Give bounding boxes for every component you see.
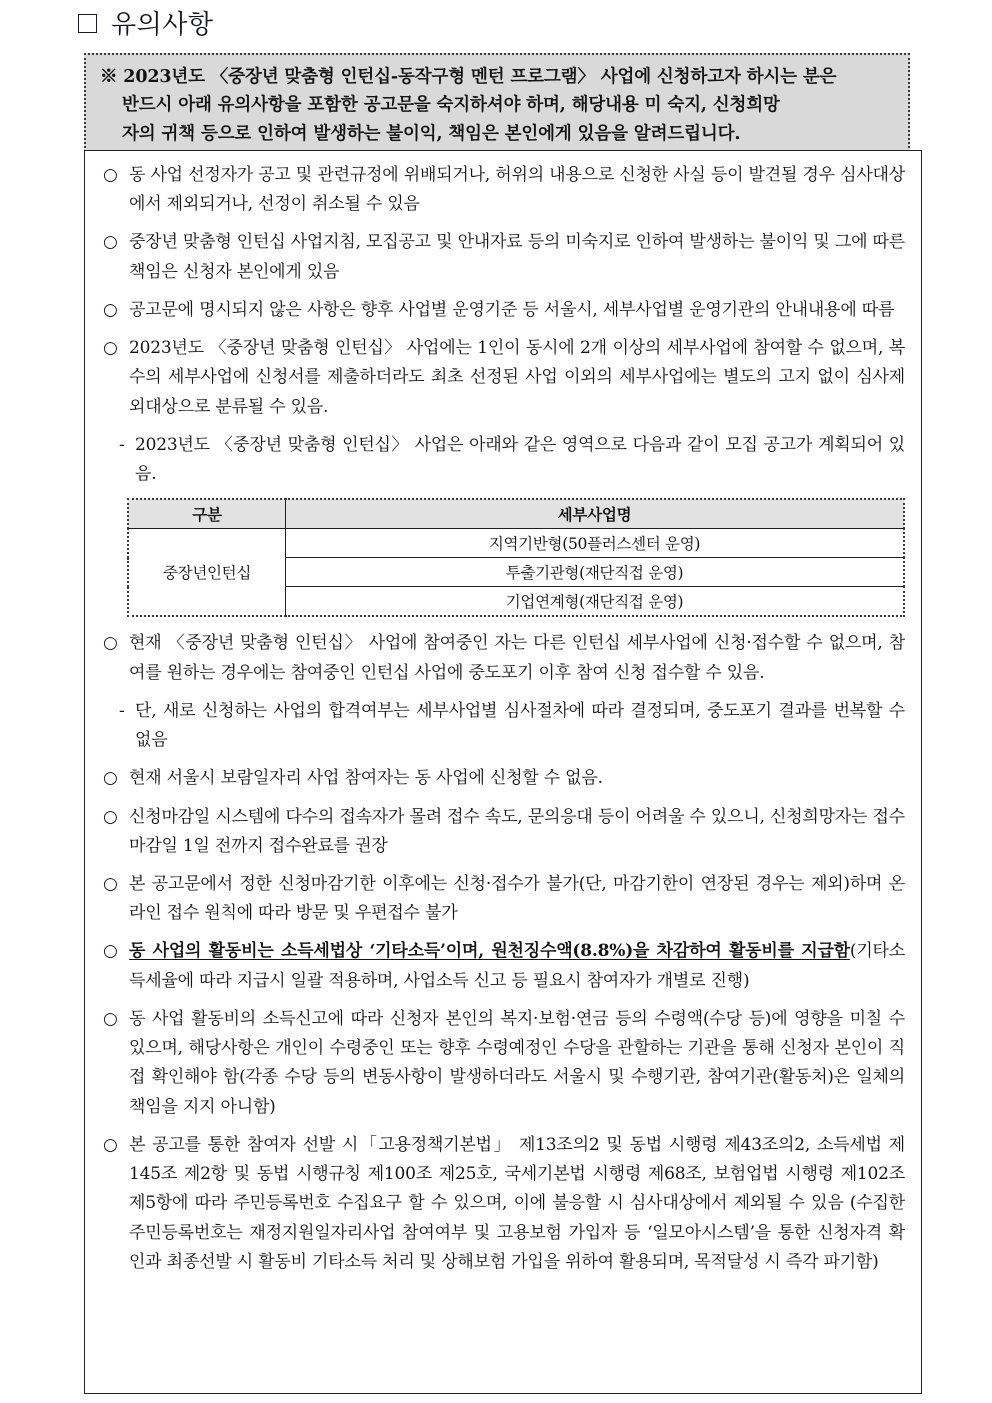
bullet-circle-icon: ○ xyxy=(103,1008,118,1029)
table-cell-program: 투출기관형(재단직접 운영) xyxy=(286,558,905,587)
list-item-text: 중장년 맞춤형 인턴십 사업지침, 모집공고 및 안내자료 등의 미숙지로 인하여 발생하는 불이익 및 그에 따른 책임은 신청자 본인에게 있음 xyxy=(129,232,905,282)
program-table-wrapper xyxy=(127,498,905,617)
bullet-circle-icon: ○ xyxy=(103,299,118,320)
list-item-emphasis xyxy=(103,937,905,995)
list-item xyxy=(103,629,905,687)
list-item-text: 2023년도 〈중장년 맞춤형 인턴십〉 사업에는 1인이 동시에 2개 이상의 세부사업에 참여할 수 없으며, 복수의 세부사업에 신청서를 제출하더라도 최초 선정된 사업 이외의 세부사업에는 별도의 고지 없이 심사제외대상으로 분류될 수 있음. xyxy=(129,338,905,417)
bullet-circle-icon: ○ xyxy=(103,338,118,359)
bullet-circle-icon: ○ xyxy=(103,165,118,185)
list-item-text: 동 사업 선정자가 공고 및 관련규정에 위배되거나, 허위의 내용으로 신청한 사실 등이 발견될 경우 심사대상에서 제외되거나, 선정이 취소될 수 있음 xyxy=(129,165,905,215)
list-item-text: 본 공고를 통한 참여자 선발 시「고용정책기본법」 제13조의2 및 동법 시행령 제43조의2, 소득세법 제145조 제2항 및 동법 시행규칭 제100조 제25호, 국세기본법 시행령 제68조, 보험업법 시행령 제102조 제5항에 따라 주민등록번호 수집요구 할 수 있으며, 이에 불응할 시 심사대상에서 제외될 수 있음 (수집한 주민등록번호는 재정지원일자리사업 참여여부 및 고용보험 가입자 등 ‘일모아시스템’을 통한 신청자격 확인과 최종선발 시 활동비 기타소득 처리 및 상해보험 가입을 위하여 활용되며, 목적달성 시 즉각 파기함) xyxy=(129,1134,905,1272)
table-cell-category: 중장년인턴십 xyxy=(128,529,286,617)
table-header-row xyxy=(128,499,904,529)
notice-line: ※ 2023년도 〈중장년 맞춤형 인턴십-동작구형 멘턴 프로그램〉 사업에 신청하고자 하시는 분은 xyxy=(100,67,837,87)
list-item xyxy=(103,296,905,325)
list-item-sub xyxy=(103,697,905,755)
list-item-text xyxy=(129,937,905,995)
page-title xyxy=(78,4,213,41)
bullet-dash-icon: - xyxy=(119,700,125,721)
list-item-text: 신청마감일 시스템에 다수의 접속자가 몰려 접수 속도, 문의응대 등이 어려울 수 있으니, 신청희망자는 접수마감일 1일 전까지 접수완료를 권장 xyxy=(129,806,905,856)
list-item-text: 2023년도 〈중장년 맞춤형 인턴십〉 사업은 아래와 같은 영역으로 다음과 같이 모집 공고가 계획되어 있음. xyxy=(135,434,905,485)
bullet-circle-icon: ○ xyxy=(103,633,118,654)
table-header-cell-program: 세부사업명 xyxy=(286,499,905,529)
page-title-text: 유의사항 xyxy=(111,10,214,40)
bullet-dash-icon: - xyxy=(119,434,125,455)
list-item xyxy=(103,803,905,861)
table-header-cell-category: 구분 xyxy=(128,499,286,529)
list-item xyxy=(103,228,905,286)
list-item xyxy=(103,334,905,422)
notice-line: 자의 귀책 등으로 인하여 발생하는 불이익, 책임은 본인에게 있음을 알려드립니다. xyxy=(122,123,741,144)
list-item-text: 본 공고문에서 정한 신청마감기한 이후에는 신청·접수가 불가(단, 마감기한이 연장된 경우는 제외)하며 온라인 접수 원칙에 따라 방문 및 우편접수 불가 xyxy=(129,873,905,924)
list-item xyxy=(103,1005,905,1122)
list-item-sub xyxy=(103,431,905,489)
bullet-circle-icon: ○ xyxy=(103,806,118,827)
bullet-circle-icon: ○ xyxy=(103,941,118,962)
list-item xyxy=(103,1131,905,1277)
list-item-text-rest: (기타소득세율에 따라 지급시 일괄 적용하며, 사업소득 신고 등 필요시 참여자가 개별로 진행) xyxy=(129,941,905,991)
list-item xyxy=(103,161,905,219)
list-item-text: 현재 〈중장년 맞춤형 인턴십〉 사업에 참여중인 자는 다른 인턴십 세부사업에 신청·접수할 수 없으며, 참여를 원하는 경우에는 참여중인 인턴십 사업에 중도포기 이후 참여 신청 접수할 수 있음. xyxy=(129,633,905,683)
table-row xyxy=(128,529,904,558)
bullet-circle-icon: ○ xyxy=(103,768,118,789)
table-cell-program: 기업연계형(재단직접 운영) xyxy=(286,587,905,617)
square-outline-icon xyxy=(78,14,97,33)
list-item xyxy=(103,764,905,793)
bullet-circle-icon: ○ xyxy=(103,232,118,253)
list-item-text: 현재 서울시 보람일자리 사업 참여자는 동 사업에 신청할 수 없음. xyxy=(129,768,603,789)
bullet-circle-icon: ○ xyxy=(103,1134,118,1155)
notice-content-box xyxy=(84,150,922,1394)
list-item-text: 공고문에 명시되지 않은 사항은 향후 사업별 운영기준 등 서울시, 세부사업별 운영기관의 안내내용에 따름 xyxy=(129,299,895,320)
bullet-circle-icon: ○ xyxy=(103,873,118,894)
notice-line: 반드시 아래 유의사항을 포함한 공고문을 숙지하셔야 하며, 해당내용 미 숙지, 신청희망 xyxy=(122,95,780,116)
notice-banner xyxy=(84,53,910,160)
list-item-text: 동 사업 활동비의 소득신고에 따라 신청자 본인의 복지·보험·연금 등의 수령액(수당 등)에 영향을 미칠 수 있으며, 해당사항은 개인이 수령중인 또는 향후 수령예정인 수당을 관할하는 기관을 통해 신청자 본인이 직접 확인해야 함(각종 수당 등의 변동사항이 발생하더라도 서울시 및 수행기관, 참여기관(활동처)은 일체의 책임을 지지 아니함) xyxy=(129,1008,905,1117)
emphasized-text: 동 사업의 활동비는 소득세법상 ‘기타소득’이며, 원천징수액(8.8%)을 차감하여 활동비를 지급함 xyxy=(129,941,850,962)
program-table xyxy=(127,498,905,617)
table-cell-program: 지역기반형(50플러스센터 운영) xyxy=(286,529,905,558)
list-item-text: 단, 새로 신청하는 사업의 합격여부는 세부사업별 심사절차에 따라 결정되며, 중도포기 결과를 번복할 수 없음 xyxy=(135,700,905,751)
list-item xyxy=(103,870,905,928)
